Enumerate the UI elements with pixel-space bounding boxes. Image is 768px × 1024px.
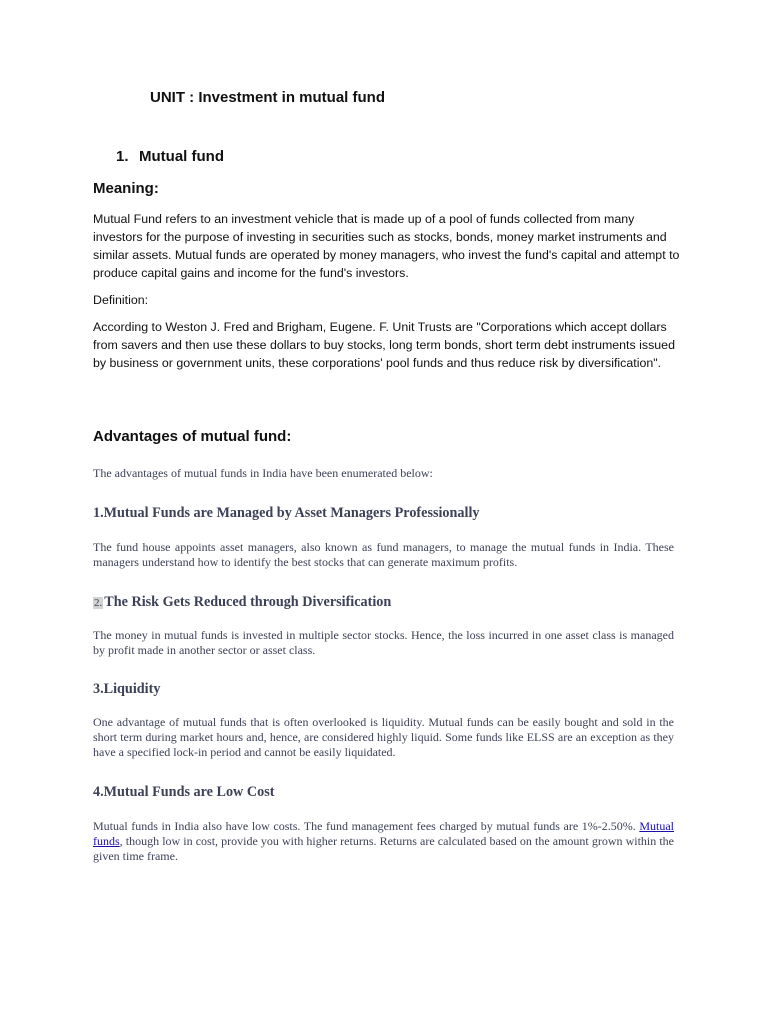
advantage-3-text: One advantage of mutual funds that is often overlooked is liquidity. Mutual funds can be easily bought and sold in the short term during market hours and, hence, are considered highly liquid. Some funds like ELSS are an exception as they have a specified lock-in period and cannot be easily liquidated. [93,715,674,759]
advantage-3-heading: 3.Liquidity [93,681,161,697]
advantage-2-heading [93,594,391,611]
section-number: 1. [116,148,129,165]
definition-label: Definition: [93,293,149,307]
advantage-4-text-start: Mutual funds in India also have low costs. The fund management fees charged by mutual funds are 1%-2.50%. [93,819,640,833]
mutual-funds-link[interactable]: Mutual funds [93,819,674,848]
advantage-4-heading: 4.Mutual Funds are Low Cost [93,784,275,800]
advantage-2-text: The money in mutual funds is invested in multiple sector stocks. Hence, the loss incurred in one asset class is managed by profit made in another sector or asset class. [93,628,674,657]
section-title: Mutual fund [139,148,224,165]
definition-paragraph: According to Weston J. Fred and Brigham, Eugene. F. Unit Trusts are "Corporations which accept dollars from savers and then use these dollars to buy stocks, long term bonds, short term debt instruments issued by business or government units, these corporations' pool funds and thus reduce risk by diversification". [93,320,675,370]
advantage-2-number: 2. [94,597,103,609]
meaning-paragraph: Mutual Fund refers to an investment vehicle that is made up of a pool of funds collected from many investors for the purpose of investing in securities such as stocks, bonds, money market instruments and similar assets. Mutual funds are operated by money managers, who invest the fund's capital and attempt to produce capital gains and income for the fund's investors. [93,212,680,280]
advantage-4-text [93,819,674,863]
unit-title: UNIT : Investment in mutual fund [150,89,385,106]
advantage-4-text-end: , though low in cost, provide you with higher returns. Returns are calculated based on the amount grown within the given time frame. [93,833,674,863]
advantages-intro: The advantages of mutual funds in India have been enumerated below: [93,466,433,480]
advantage-2-title: The Risk Gets Reduced through Diversification [104,594,392,610]
section-heading [116,148,224,165]
advantages-heading: Advantages of mutual fund: [93,428,292,445]
meaning-heading: Meaning: [93,180,159,197]
advantage-1-heading: 1.Mutual Funds are Managed by Asset Managers Professionally [93,505,480,521]
advantage-1-text: The fund house appoints asset managers, also known as fund managers, to manage the mutual funds in India. These managers understand how to identify the best stocks that can generate maximum profits. [93,540,674,569]
